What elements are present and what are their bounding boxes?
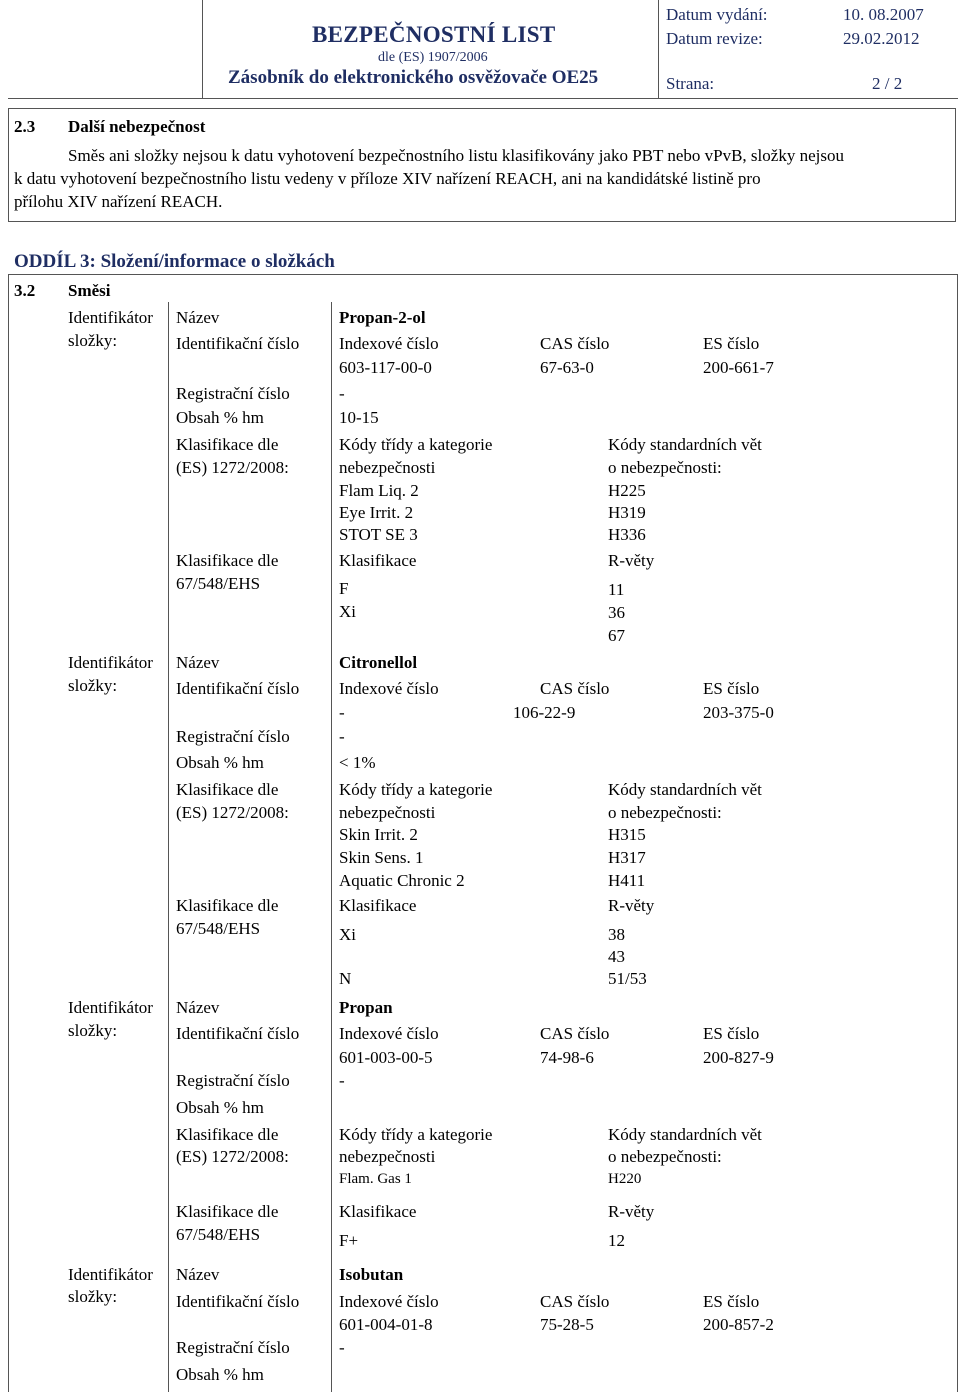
r-phrase: 36 xyxy=(608,603,625,622)
page-number: 2 / 2 xyxy=(872,74,903,93)
hazard-statement: H411 xyxy=(608,871,646,890)
hazard-class-header: Kódy třídy a kategorie xyxy=(339,1125,493,1144)
es-number: 203-375-0 xyxy=(703,703,774,722)
section-2-3-text-line: Směs ani složky nejsou k datu vyhotovení bezpečnostního listu klasifikovány jako PBT nebo vPvB, složky nejsou xyxy=(68,146,844,165)
hazard-statement-header: o nebezpečnosti: xyxy=(608,458,722,477)
index-number-label: Indexové číslo xyxy=(339,1292,439,1311)
dsd-class: N xyxy=(339,969,352,988)
registration-value: - xyxy=(339,1338,345,1357)
r-phrases-header: R-věty xyxy=(608,896,655,915)
section-2-3-text-line: k datu vyhotovení bezpečnostního listu vedeny v příloze XIV nařízení REACH, ani na kandidátské listině pro xyxy=(14,169,761,188)
content-label: Obsah % hm xyxy=(176,408,264,427)
registration-value: - xyxy=(339,1071,345,1090)
index-number-label: Indexové číslo xyxy=(339,679,439,698)
clp-regulation-label: (ES) 1272/2008: xyxy=(176,1147,289,1166)
hazard-class-header: Kódy třídy a kategorie xyxy=(339,780,493,799)
header-bottom-rule xyxy=(8,98,958,99)
classification-header: Klasifikace xyxy=(339,551,417,570)
product-name: Zásobník do elektronického osvěžovače OE25 xyxy=(228,67,599,88)
index-number: 601-004-01-8 xyxy=(339,1315,433,1334)
components-label: složky: xyxy=(68,1021,118,1040)
hazard-statement: H317 xyxy=(608,848,646,867)
es-number: 200-857-2 xyxy=(703,1315,774,1334)
hazard-statement: H220 xyxy=(608,1171,642,1187)
id-number-label: Identifikační číslo xyxy=(176,1024,300,1043)
subsection-3-2-title: Směsi xyxy=(68,281,111,300)
hazard-statement: H336 xyxy=(608,525,646,544)
regulation-reference: dle (ES) 1907/2006 xyxy=(378,50,488,65)
cas-number-label: CAS číslo xyxy=(540,1024,610,1043)
components-label: složky: xyxy=(68,676,118,695)
table-left-border xyxy=(8,274,9,1392)
r-phrase: 43 xyxy=(608,947,625,966)
index-number-label: Indexové číslo xyxy=(339,334,439,353)
hazard-class: Flam Liq. 2 xyxy=(339,481,419,500)
dsd-class: F+ xyxy=(339,1231,359,1250)
hazard-class: Skin Sens. 1 xyxy=(339,848,424,867)
page-label: Strana: xyxy=(666,74,715,93)
id-number-label: Identifikační číslo xyxy=(176,679,300,698)
hazard-statement: H225 xyxy=(608,481,646,500)
hazard-class: Aquatic Chronic 2 xyxy=(339,871,465,890)
es-number-label: ES číslo xyxy=(703,679,760,698)
section-2-3-title: Další nebezpečnost xyxy=(68,117,206,136)
cas-number: 74-98-6 xyxy=(540,1048,594,1067)
registration-value: - xyxy=(339,727,345,746)
cas-number-label: CAS číslo xyxy=(540,1292,610,1311)
name-label: Název xyxy=(176,653,220,672)
section-2-3-text-line: přílohu XIV nařízení REACH. xyxy=(14,192,223,211)
hazard-class-header: Kódy třídy a kategorie xyxy=(339,435,493,454)
dsd-class-label: Klasifikace dle xyxy=(176,551,279,570)
index-number: 603-117-00-0 xyxy=(339,358,432,377)
clp-regulation-label: (ES) 1272/2008: xyxy=(176,458,289,477)
name-label: Název xyxy=(176,998,220,1017)
r-phrase: 11 xyxy=(608,580,625,599)
column-separator xyxy=(168,302,169,1392)
index-number: 601-003-00-5 xyxy=(339,1048,433,1067)
r-phrase: 12 xyxy=(608,1231,625,1250)
content-label: Obsah % hm xyxy=(176,753,264,772)
r-phrases-header: R-věty xyxy=(608,551,655,570)
es-number-label: ES číslo xyxy=(703,1292,760,1311)
dsd-class: F xyxy=(339,579,349,598)
id-number-label: Identifikační číslo xyxy=(176,334,300,353)
es-number: 200-661-7 xyxy=(703,358,774,377)
dsd-regulation-label: 67/548/EHS xyxy=(176,919,261,938)
subsection-3-2-number: 3.2 xyxy=(14,281,36,300)
content-label: Obsah % hm xyxy=(176,1365,264,1384)
component-name: Propan xyxy=(339,998,393,1017)
hazard-statement: H319 xyxy=(608,503,646,522)
hazard-class: Flam. Gas 1 xyxy=(339,1171,412,1187)
identifier-label: Identifikátor xyxy=(68,1265,153,1284)
hazard-statement: H315 xyxy=(608,825,646,844)
revision-date-label: Datum revize: xyxy=(666,29,763,48)
content-value: < 1% xyxy=(339,753,376,772)
cas-number-label: CAS číslo xyxy=(540,334,610,353)
clp-class-label: Klasifikace dle xyxy=(176,1125,279,1144)
hazard-class-header: nebezpečnosti xyxy=(339,1147,436,1166)
hazard-statement-header: Kódy standardních vět xyxy=(608,435,762,454)
revision-date: 29.02.2012 xyxy=(843,29,920,48)
dsd-class-label: Klasifikace dle xyxy=(176,896,279,915)
hazard-statement-header: o nebezpečnosti: xyxy=(608,1147,722,1166)
registration-value: - xyxy=(339,384,345,403)
identifier-label: Identifikátor xyxy=(68,308,153,327)
dsd-regulation-label: 67/548/EHS xyxy=(176,574,261,593)
clp-class-label: Klasifikace dle xyxy=(176,780,279,799)
dsd-class-label: Klasifikace dle xyxy=(176,1202,279,1221)
es-number-label: ES číslo xyxy=(703,334,760,353)
name-label: Název xyxy=(176,1265,220,1284)
registration-label: Registrační číslo xyxy=(176,1338,290,1357)
table-right-border xyxy=(957,274,958,1392)
es-number-label: ES číslo xyxy=(703,1024,760,1043)
cas-number-label: CAS číslo xyxy=(540,679,610,698)
clp-class-label: Klasifikace dle xyxy=(176,435,279,454)
issue-date-label: Datum vydání: xyxy=(666,5,768,24)
column-separator xyxy=(331,302,332,1392)
hazard-statement-header: o nebezpečnosti: xyxy=(608,803,722,822)
component-name: Isobutan xyxy=(339,1265,404,1284)
cas-number: 106-22-9 xyxy=(513,703,576,722)
document-title: BEZPEČNOSTNÍ LIST xyxy=(312,22,556,47)
identifier-label: Identifikátor xyxy=(68,998,153,1017)
r-phrase: 67 xyxy=(608,626,625,645)
hazard-class-header: nebezpečnosti xyxy=(339,803,436,822)
hazard-class: Skin Irrit. 2 xyxy=(339,825,418,844)
index-number-label: Indexové číslo xyxy=(339,1024,439,1043)
classification-header: Klasifikace xyxy=(339,896,417,915)
section-2-3-number: 2.3 xyxy=(14,117,36,136)
dsd-class: Xi xyxy=(339,602,356,621)
identifier-label: Identifikátor xyxy=(68,653,153,672)
cas-number: 67-63-0 xyxy=(540,358,594,377)
classification-header: Klasifikace xyxy=(339,1202,417,1221)
clp-regulation-label: (ES) 1272/2008: xyxy=(176,803,289,822)
section-3-title: ODDÍL 3: Složení/informace o složkách xyxy=(14,251,335,272)
header-divider-right xyxy=(658,0,659,98)
r-phrases-header: R-věty xyxy=(608,1202,655,1221)
name-label: Název xyxy=(176,308,220,327)
section-3-rule xyxy=(8,274,958,275)
id-number-label: Identifikační číslo xyxy=(176,1292,300,1311)
registration-label: Registrační číslo xyxy=(176,384,290,403)
component-name: Citronellol xyxy=(339,653,418,672)
components-label: složky: xyxy=(68,1287,118,1306)
es-number: 200-827-9 xyxy=(703,1048,774,1067)
hazard-class-header: nebezpečnosti xyxy=(339,458,436,477)
dsd-class: Xi xyxy=(339,925,356,944)
hazard-class: STOT SE 3 xyxy=(339,525,418,544)
r-phrase: 51/53 xyxy=(608,969,647,988)
dsd-regulation-label: 67/548/EHS xyxy=(176,1225,261,1244)
content-label: Obsah % hm xyxy=(176,1098,264,1117)
index-number: - xyxy=(339,703,345,722)
cas-number: 75-28-5 xyxy=(540,1315,594,1334)
registration-label: Registrační číslo xyxy=(176,727,290,746)
registration-label: Registrační číslo xyxy=(176,1071,290,1090)
hazard-statement-header: Kódy standardních vět xyxy=(608,780,762,799)
header-divider-left xyxy=(202,0,203,98)
component-name: Propan-2-ol xyxy=(339,308,426,327)
components-label: složky: xyxy=(68,331,118,350)
hazard-statement-header: Kódy standardních vět xyxy=(608,1125,762,1144)
content-value: 10-15 xyxy=(339,408,379,427)
r-phrase: 38 xyxy=(608,925,625,944)
hazard-class: Eye Irrit. 2 xyxy=(339,503,414,522)
issue-date: 10. 08.2007 xyxy=(843,5,924,24)
